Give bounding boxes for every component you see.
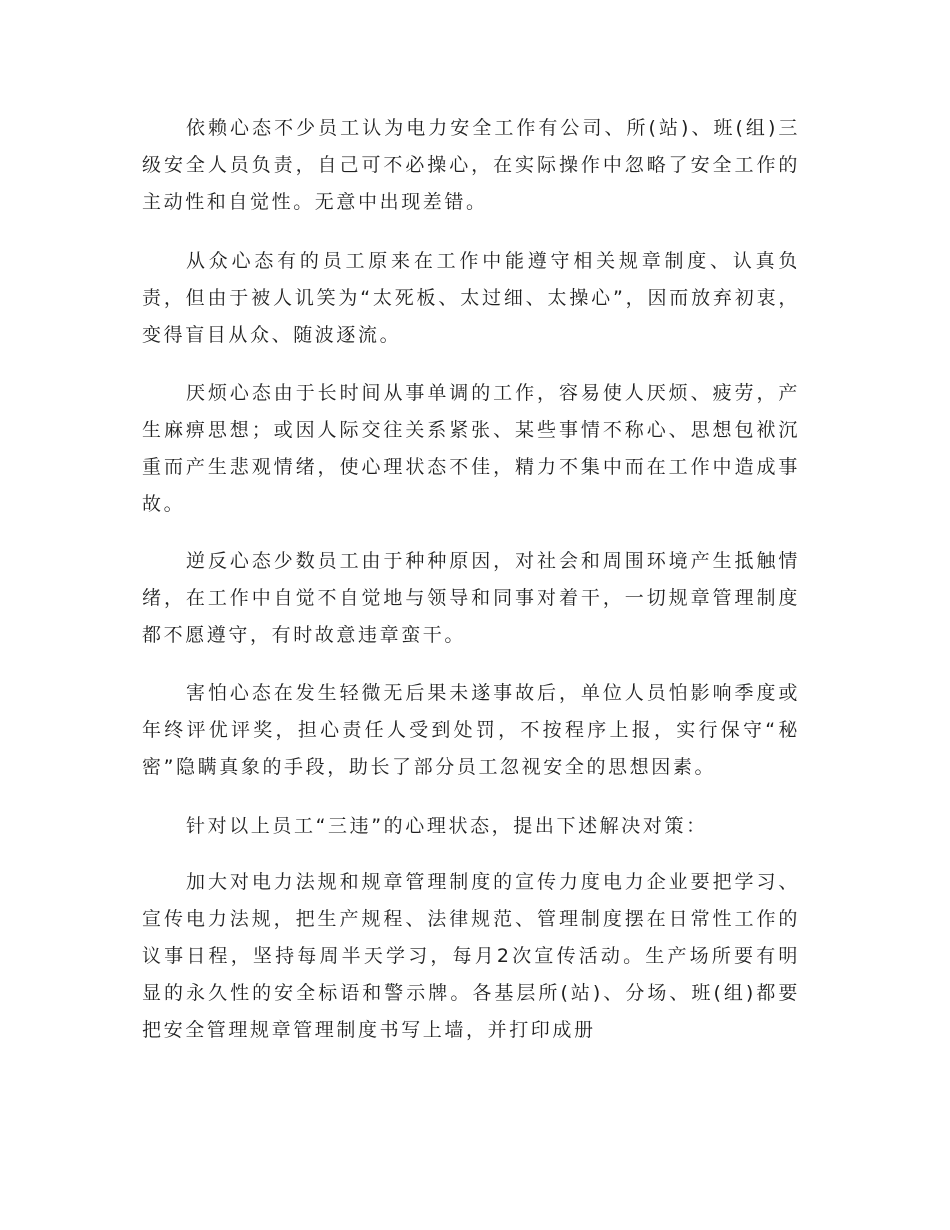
paragraph-rebellious-mentality: 逆反心态少数员工由于种种原因，对社会和周围环境产生抵触情绪，在工作中自觉不自觉地与领导和同事对着干，一切规章管理制度都不愿遵守，有时故意违章蛮干。 bbox=[142, 550, 800, 646]
paragraph-countermeasures-intro: 针对以上员工“三违”的心理状态，提出下述解决对策： bbox=[186, 815, 708, 837]
paragraph-conformity-mentality: 从众心态有的员工原来在工作中能遵守相关规章制度、认真负责，但由于被人讥笑为“太死板、太过细、太操心”，因而放弃初衷，变得盲目从众、随波逐流。 bbox=[142, 250, 800, 346]
paragraph-fear-mentality: 害怕心态在发生轻微无后果未遂事故后，单位人员怕影响季度或年终评优评奖，担心责任人受到处罚，不按程序上报，实行保守“秘密”隐瞒真象的手段，助长了部分员工忽视安全的思想因素。 bbox=[142, 682, 800, 778]
paragraph-dependence-mentality: 依赖心态不少员工认为电力安全工作有公司、所(站)、班(组)三级安全人员负责，自己可不必操心，在实际操作中忽略了安全工作的主动性和自觉性。无意中出现差错。 bbox=[142, 117, 800, 213]
paragraph-publicity-measures: 加大对电力法规和规章管理制度的宣传力度电力企业要把学习、宣传电力法规，把生产规程、法律规范、管理制度摆在日常性工作的议事日程，坚持每周半天学习，每月2次宣传活动。生产场所要有明显的永久性的安全标语和警示牌。各基层所(站)、分场、班(组)都要把安全管理规章管理制度书写上墙，并打印成册 bbox=[142, 871, 800, 1041]
paragraph-boredom-mentality: 厌烦心态由于长时间从事单调的工作，容易使人厌烦、疲劳，产生麻痹思想；或因人际交往关系紧张、某些事情不称心、思想包袱沉重而产生悲观情绪，使心理状态不佳，精力不集中而在工作中造成事故。 bbox=[142, 382, 800, 515]
document-body bbox=[142, 110, 800, 1069]
